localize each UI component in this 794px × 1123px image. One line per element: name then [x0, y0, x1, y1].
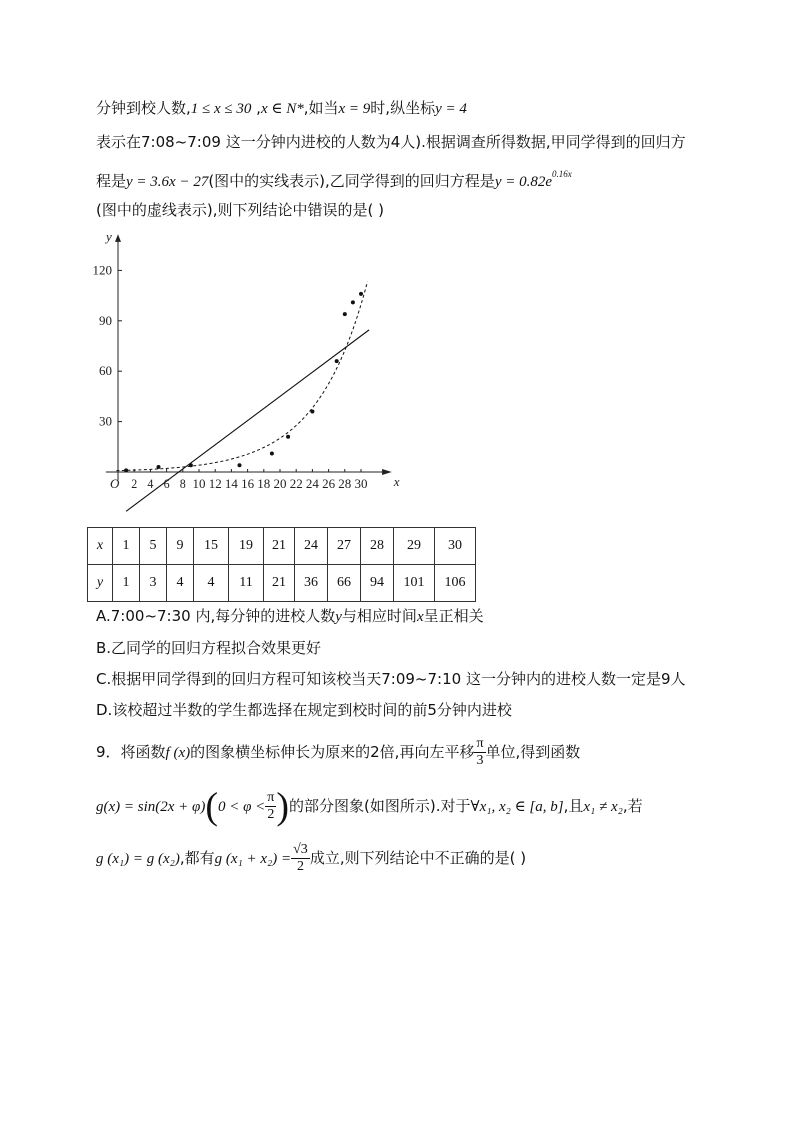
frac-den: 3 [476, 753, 484, 768]
text-line-3 [96, 164, 572, 192]
data-table [87, 527, 476, 602]
regression-chart [88, 228, 408, 518]
q9-l1-mid: 的图象横坐标伸长为原来的2倍,再向左平移 [190, 743, 475, 761]
table-cell: y [88, 565, 113, 602]
condition-x-natural: x ∈ N* [260, 101, 304, 117]
x-tick-label: 26 [322, 476, 336, 491]
x-axis-label: x [393, 474, 400, 489]
table-cell: 19 [229, 528, 264, 565]
x-tick-label: 12 [208, 476, 222, 491]
text-line-2: 表示在7:08~7:09 这一分钟内进校的人数为4人).根据调查所得数据,甲同学得到的回归方 [96, 133, 686, 151]
condition-x-range: 1 ≤ x ≤ 30 [190, 101, 252, 117]
option-a[interactable] [96, 606, 484, 627]
option-b[interactable]: B.乙同学的回归方程拟合效果更好 [96, 639, 322, 657]
x-tick-label: 28 [338, 476, 352, 491]
regression-exp-power: 0.16x [552, 169, 572, 179]
line3-mid: (图中的实线表示),乙同学得到的回归方程是 [208, 172, 495, 190]
table-row-x [88, 528, 476, 565]
x-tick-label: 22 [289, 476, 303, 491]
x-tick-label: 4 [147, 476, 154, 491]
frac-num: π [476, 736, 484, 751]
q9-l3-mid: ,都有 [179, 849, 215, 867]
table-cell: 27 [328, 528, 361, 565]
forall-expression: ∀x₁, x₂ ∈ [a, b] [470, 799, 564, 815]
frac-num: π [267, 790, 275, 805]
q9-line-2 [96, 786, 643, 827]
x-axis-arrow [382, 469, 392, 475]
exponential-regression-curve [116, 282, 367, 471]
frac-num: √3 [293, 842, 308, 857]
x-tick-label: 6 [163, 476, 171, 491]
option-a-y: y [335, 609, 342, 625]
option-a-x: x [416, 609, 424, 625]
table-cell: 1 [113, 565, 140, 602]
option-a-text: A.7:00~7:30 内,每分钟的进校人数 [96, 607, 336, 625]
text-line-4: (图中的虚线表示),则下列结论中错误的是( ) [96, 201, 384, 219]
table-cell: 21 [264, 528, 295, 565]
left-paren: ( [205, 785, 218, 828]
right-paren: ) [276, 785, 290, 828]
data-point [310, 410, 314, 414]
option-c[interactable]: C.根据甲同学得到的回归方程可知该校当天7:09~7:10 这一分钟内的进校人数一定是9人 [96, 670, 686, 688]
table-cell: 106 [435, 565, 476, 602]
phi-condition: 0 < φ < [218, 799, 266, 815]
option-a-mid: 与相应时间 [341, 607, 417, 625]
table-cell: 11 [229, 565, 264, 602]
table-cell: 29 [394, 528, 435, 565]
q9-l2-mid2: ,且 [563, 797, 584, 815]
table-cell: 9 [167, 528, 194, 565]
fraction-sqrt3-over-2 [291, 842, 310, 875]
data-point [343, 312, 347, 316]
origin-label: O [110, 476, 120, 491]
line1-mid: ,如当 [303, 99, 339, 117]
function-g: g(x) = sin(2x + φ) [96, 799, 206, 815]
table-cell: 4 [194, 565, 229, 602]
regression-eq-exp: y = 0.82e [494, 174, 552, 190]
q9-l3-end: 成立,则下列结论中不正确的是( ) [309, 849, 527, 867]
regression-eq-linear: y = 3.6x − 27 [126, 174, 209, 190]
fraction-pi-over-3 [474, 736, 485, 769]
line1-sep: , [251, 99, 261, 117]
y-tick-label: 120 [92, 262, 112, 278]
q9-line-1 [96, 736, 580, 769]
table-cell: 101 [394, 565, 435, 602]
q9-line-3 [96, 842, 526, 875]
table-cell: 3 [140, 565, 167, 602]
data-point [238, 463, 242, 467]
table-cell: 28 [361, 528, 394, 565]
neq-expression: x₁ ≠ x₂ [583, 799, 623, 815]
data-point [189, 463, 193, 467]
table-cell: x [88, 528, 113, 565]
g-sum-expression: g (x₁ + x₂) = [214, 851, 292, 867]
table-cell: 94 [361, 565, 394, 602]
table-cell: 30 [435, 528, 476, 565]
x-tick-label: 16 [241, 476, 255, 491]
q9-l2-end: ,若 [622, 797, 643, 815]
data-point [270, 452, 274, 456]
y-tick-label: 60 [99, 363, 112, 379]
table-cell: 66 [328, 565, 361, 602]
table-cell: 1 [113, 528, 140, 565]
x-tick-label: 14 [224, 476, 239, 491]
line1-pre: 分钟到校人数, [96, 99, 191, 117]
y-tick-label: 90 [99, 312, 112, 328]
y-axis-label: y [106, 228, 112, 244]
option-d[interactable]: D.该校超过半数的学生都选择在规定到校时间的前5分钟内进校 [96, 701, 512, 719]
data-point [124, 468, 128, 472]
y-equals-4: y = 4 [435, 101, 467, 117]
x-tick-label: 30 [354, 476, 368, 491]
data-point [335, 359, 339, 363]
line3-pre: 程是 [96, 172, 127, 190]
table-cell: 21 [264, 565, 295, 602]
g-equal-expression: g (x₁) = g (x₂) [96, 851, 180, 867]
table-cell: 24 [295, 528, 328, 565]
line1-mid2: 时,纵坐标 [370, 99, 436, 117]
frac-den: 2 [267, 807, 275, 822]
x-equals-9: x = 9 [338, 101, 371, 117]
x-tick-label: 20 [273, 476, 287, 491]
option-a-end: 呈正相关 [423, 607, 484, 625]
data-point [157, 465, 161, 469]
table-cell: 15 [194, 528, 229, 565]
q9-l1-end: 单位,得到函数 [485, 743, 581, 761]
table-row-y [88, 565, 476, 602]
y-tick-label: 30 [99, 413, 112, 429]
data-point [286, 435, 290, 439]
table-cell: 4 [167, 565, 194, 602]
q9-number: 9．将函数 [96, 743, 166, 761]
x-tick-label: 2 [131, 476, 138, 491]
x-tick-label: 24 [305, 476, 320, 491]
data-point [359, 292, 363, 296]
x-tick-label: 8 [179, 476, 186, 491]
table-cell: 5 [140, 528, 167, 565]
data-point [351, 300, 355, 304]
y-axis-arrow [115, 234, 121, 242]
table-cell: 36 [295, 565, 328, 602]
fraction-pi-over-2 [265, 790, 276, 823]
q9-l2-mid: 的部分图象(如图所示).对于 [289, 797, 471, 815]
text-line-1 [96, 98, 467, 119]
x-tick-label: 18 [257, 476, 271, 491]
frac-den: 2 [296, 859, 304, 874]
function-f: f (x) [165, 745, 191, 761]
x-tick-label: 10 [192, 476, 206, 491]
